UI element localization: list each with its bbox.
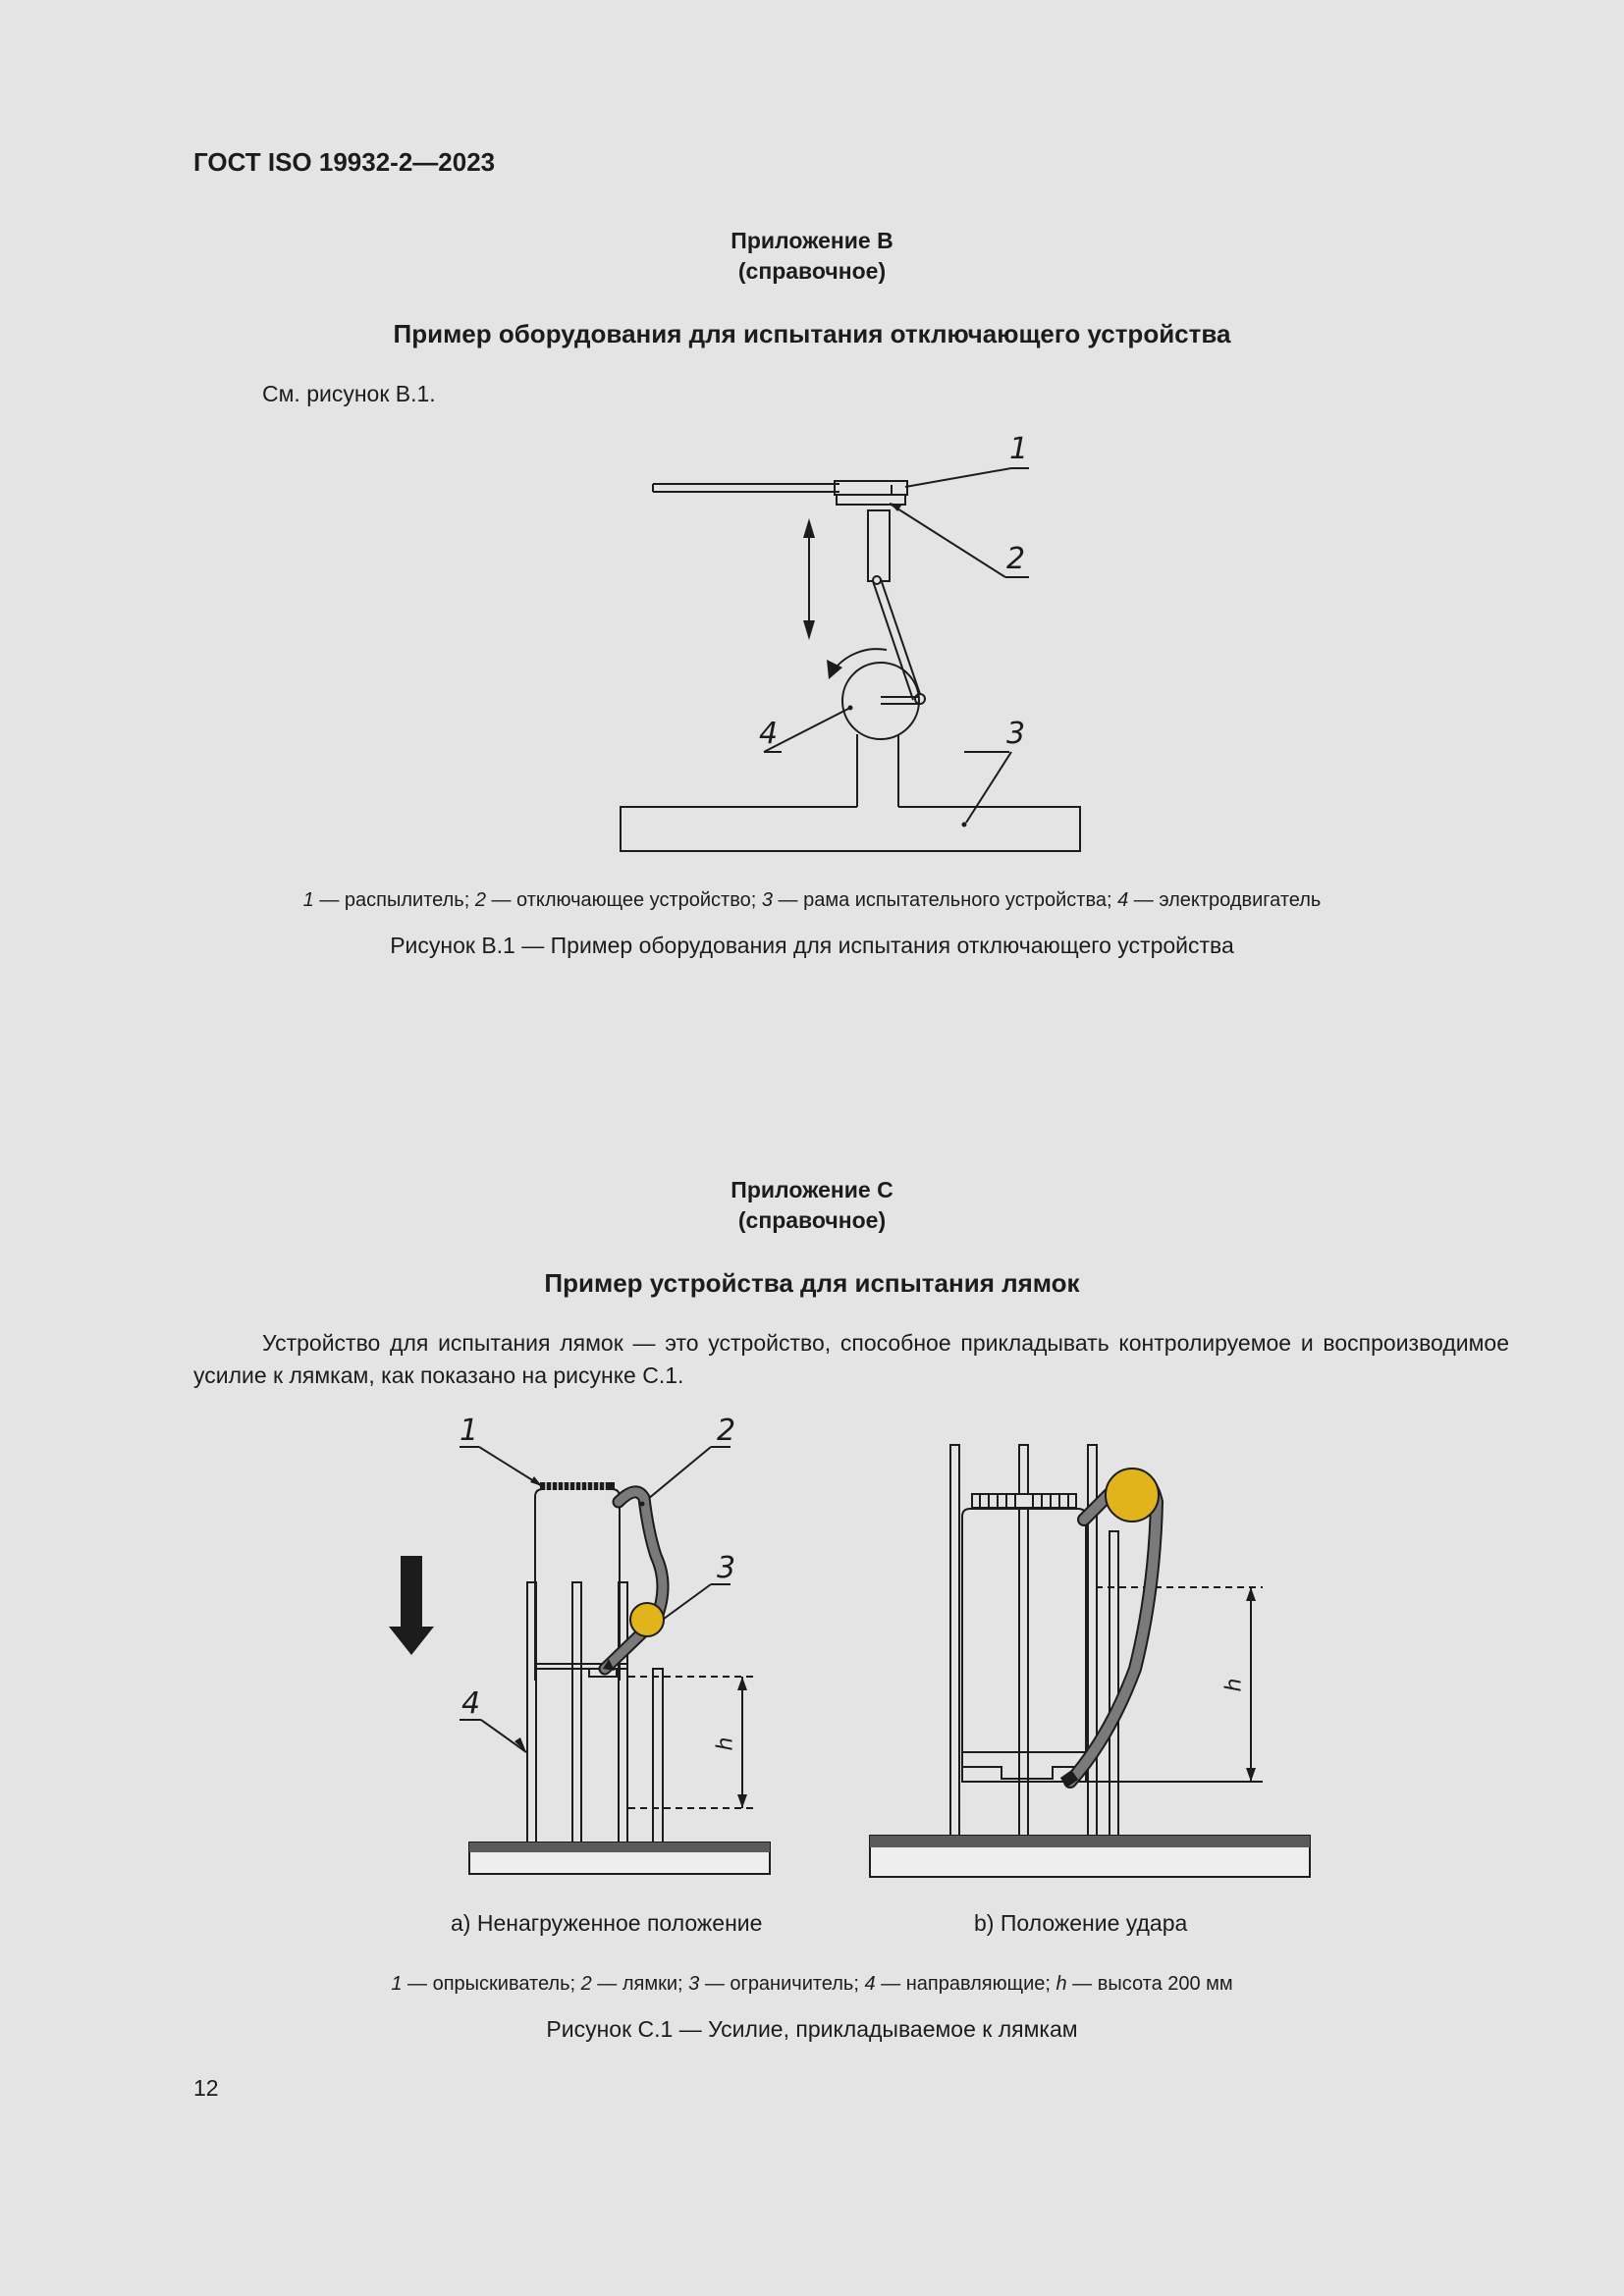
annex-b-intro: См. рисунок В.1.	[262, 381, 436, 406]
legend-c-text-h: — высота 200 мм	[1066, 1973, 1233, 1995]
legend-c-text-4: — направляющие;	[875, 1973, 1056, 1995]
annex-b-label: Приложение В	[731, 228, 893, 253]
dimension-label-a: h	[713, 1736, 738, 1751]
legend-c-num-h: h	[1056, 1973, 1067, 1995]
rotation-arrow	[833, 649, 887, 671]
figure-b1-legend	[0, 889, 1624, 912]
guide-a-3	[619, 1582, 627, 1842]
legend-c-text-3: — ограничитель;	[699, 1973, 865, 1995]
base-a-shade	[469, 1842, 770, 1852]
callout-b-4: 4	[759, 717, 779, 751]
guide-a-2	[572, 1582, 581, 1842]
annex-b-heading	[0, 226, 1624, 287]
annex-c-label: Приложение С	[731, 1177, 893, 1202]
sprayer-tank-b	[962, 1509, 1086, 1782]
page-number: 12	[193, 2075, 219, 2101]
annex-c-heading	[0, 1175, 1624, 1236]
frame-base	[621, 807, 1080, 851]
legend-b-text-4: — электродвигатель	[1128, 889, 1322, 911]
strap-a-outline	[605, 1492, 663, 1669]
base-b	[870, 1836, 1310, 1877]
base-b-shade	[870, 1836, 1310, 1847]
legend-b-num-1: 1	[302, 889, 314, 911]
callout-c-2: 2	[717, 1414, 736, 1448]
legend-c-text-1: — опрыскиватель;	[402, 1973, 581, 1995]
legend-c-text-2: — лямки;	[591, 1973, 689, 1995]
legend-b-num-4: 4	[1117, 889, 1129, 911]
cutoff-device	[837, 495, 905, 505]
guide-b-2	[1019, 1445, 1028, 1836]
callout-c-4: 4	[461, 1686, 481, 1721]
callout-b-1: 1	[1009, 432, 1029, 466]
annex-b-title: Пример оборудования для испытания отключающего устройства	[393, 319, 1231, 348]
dimension-label-b: h	[1221, 1678, 1247, 1692]
legend-b-num-3: 3	[761, 889, 773, 911]
annex-c-status: (справочное)	[737, 1207, 887, 1233]
guide-b-3	[1088, 1445, 1097, 1836]
figure-b1-caption: Рисунок В.1 — Пример оборудования для испытания отключающего устройства	[390, 933, 1234, 958]
push-rod	[868, 510, 890, 581]
load-arrow	[389, 1556, 434, 1655]
legend-b-text-3: — рама испытательного устройства;	[772, 889, 1118, 911]
link-rod-1	[873, 581, 913, 700]
legend-c-num-4: 4	[864, 1973, 876, 1995]
subcaption-b: b) Положение удара	[974, 1910, 1188, 1936]
callout-c-1: 1	[460, 1414, 479, 1448]
limiter-a	[630, 1603, 664, 1636]
sprayer-head	[835, 481, 907, 495]
subcaption-a: a) Ненагруженное положение	[451, 1910, 763, 1936]
figure-c1-caption: Рисунок С.1 — Усилие, прикладываемое к лямкам	[546, 2016, 1078, 2042]
guide-b-1	[950, 1445, 959, 1836]
base-a	[469, 1842, 770, 1874]
strap-a	[605, 1492, 663, 1669]
callout-c-3: 3	[717, 1551, 736, 1585]
document-id: ГОСТ ISO 19932-2—2023	[193, 147, 496, 177]
legend-c-num-1: 1	[391, 1973, 403, 1995]
sprayer-tank-a	[535, 1489, 620, 1669]
legend-b-num-2: 2	[474, 889, 486, 911]
annex-b-status: (справочное)	[737, 258, 887, 284]
callout-b-2: 2	[1006, 542, 1026, 576]
callout-b-3: 3	[1006, 717, 1026, 751]
legend-c-num-2: 2	[580, 1973, 592, 1995]
motor	[842, 663, 919, 739]
legend-b-text-1: — распылитель;	[313, 889, 475, 911]
legend-c-num-3: 3	[688, 1973, 700, 1995]
guide-a-4	[653, 1669, 663, 1842]
legend-b-text-2: — отключающее устройство;	[485, 889, 762, 911]
annex-c-title: Пример устройства для испытания лямок	[544, 1268, 1080, 1298]
link-rod-2	[881, 579, 921, 697]
guide-a-1	[527, 1582, 536, 1842]
strap-b	[1070, 1478, 1157, 1783]
limiter-b	[1106, 1468, 1159, 1522]
annex-c-paragraph: Устройство для испытания лямок — это устройство, способное прикладывать контролируемое и воспроизводимое усилие к лямкам, как показано на рисунке С.1.	[193, 1330, 1509, 1388]
figure-c1-legend	[0, 1973, 1624, 1996]
guide-b-4	[1110, 1531, 1118, 1836]
